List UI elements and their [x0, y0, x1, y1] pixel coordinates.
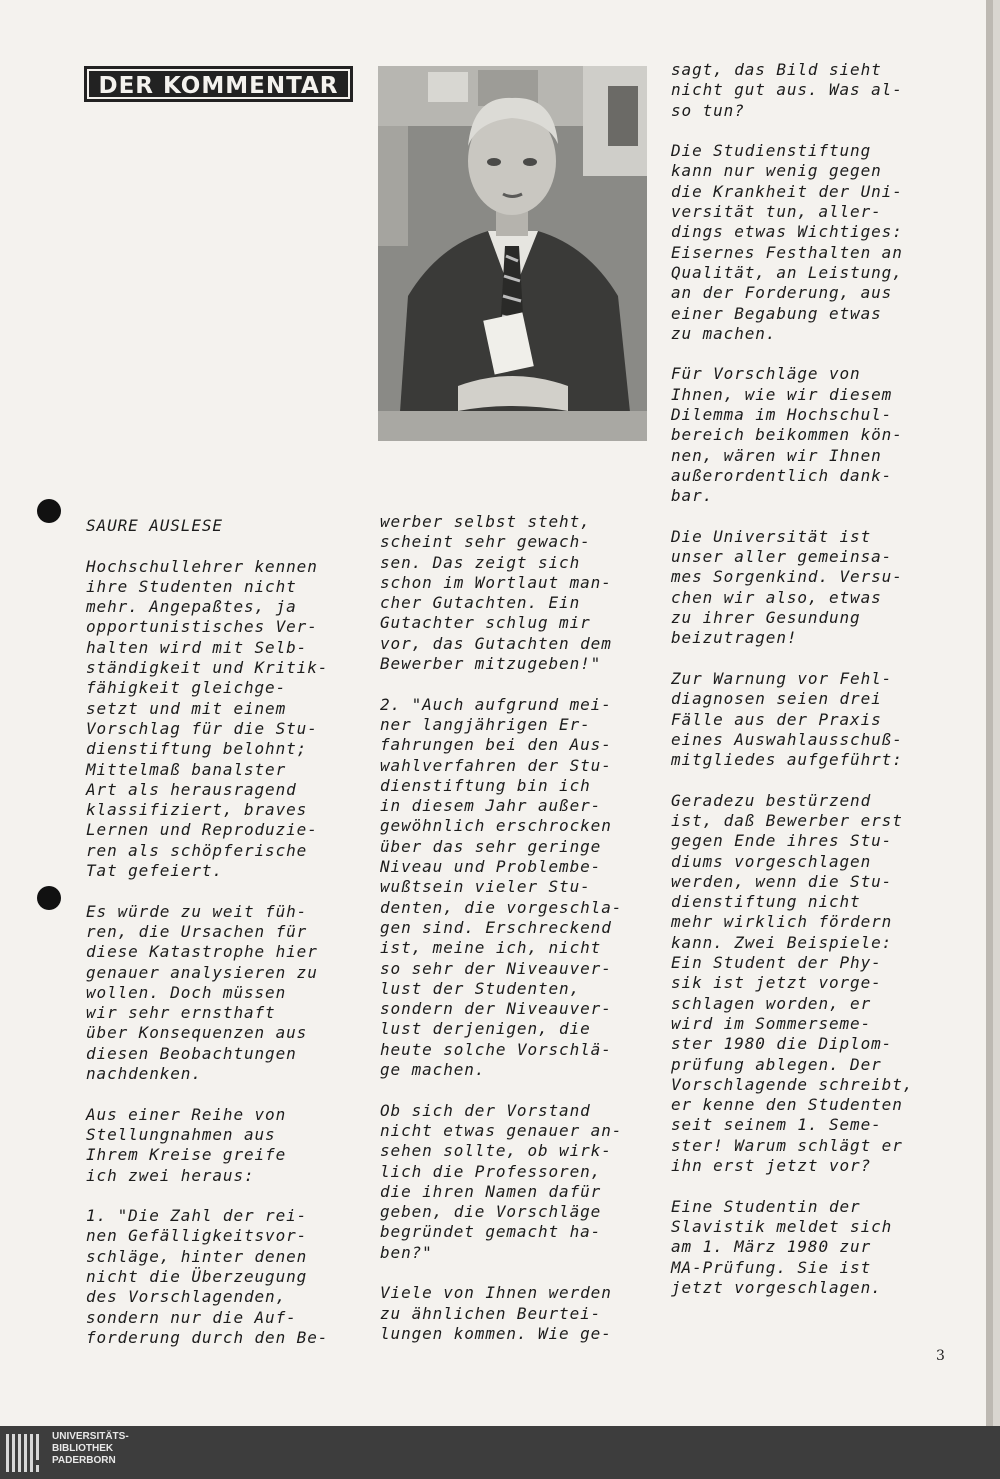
paragraph: werber selbst steht, scheint sehr gewach- sen. Das zeigt sich schon im Wortlaut man- cher Gutachten. Ein Gutachter schlug mir vor, das Gutachten dem Bewerber mitzugeben!": [380, 512, 612, 674]
punch-hole: [37, 886, 61, 910]
paragraph: Aus einer Reihe von Stellungnahmen aus Ihrem Kreise greife ich zwei heraus:: [86, 1104, 287, 1185]
library-name: [52, 1431, 129, 1467]
library-name-line: UNIVERSITÄTS-: [52, 1431, 129, 1442]
paragraph: Für Vorschläge von Ihnen, wie wir diesem Dilemma im Hochschul- bereich beikommen kön- nen, wären wir Ihnen außerordentlich dank- bar.: [671, 364, 903, 506]
paragraph: Ob sich der Vorstand nicht etwas genauer an- sehen sollte, ob wirk- lich die Professoren, die ihren Namen dafür geben, die Vorschläge begründet gemacht ha- ben?": [380, 1100, 623, 1262]
page-edge: [986, 0, 993, 1426]
column-3: [671, 60, 961, 1318]
column-2: [380, 512, 660, 1364]
paragraph: Eine Studentin der Slavistik meldet sich am 1. März 1980 zur MA-Prüfung. Sie ist jetzt vorgeschlagen.: [671, 1196, 893, 1297]
paragraph: Zur Warnung vor Fehl- diagnosen seien drei Fälle aus der Praxis eines Auswahlausschuß- mitgliedes aufgeführt:: [671, 668, 903, 770]
paragraph: Viele von Ihnen werden zu ähnlichen Beurtei- lungen kommen. Wie ge-: [380, 1283, 612, 1343]
punch-hole: [37, 499, 61, 523]
section-heading: DER KOMMENTAR: [84, 66, 353, 102]
paragraph: Die Universität ist unser aller gemeinsa- mes Sorgenkind. Versu- chen wir also, etwas zu ihrer Gesundung beizutragen!: [671, 526, 903, 648]
paragraph: sagt, das Bild sieht nicht gut aus. Was al- so tun?: [671, 60, 903, 120]
paragraph: 2. "Auch aufgrund mei- ner langjährigen Er- fahrungen bei den Aus- wahlverfahren der Stu- dienstiftung bin ich in diesem Jahr außer- gewöhnlich erschrocken über das sehr geringe Niveau und Problembe- wußtsein vieler Stu- denten, die vorgeschla- gen sind. Erschreckend ist, meine ich, nicht so sehr der Niveauver- lust der Studenten, sondern der Niveauver- lust derjenigen, die heute solche Vorschlä- ge machen.: [380, 694, 623, 1080]
library-footer: [0, 1426, 1000, 1479]
portrait-photo: [378, 66, 647, 441]
paragraph: 1. "Die Zahl der rei- nen Gefälligkeitsvor- schläge, hinter denen nicht die Überzeugung des Vorschlagenden, sondern nur die Auf- forderung durch den Be-: [86, 1206, 329, 1347]
library-name-line: PADERBORN: [52, 1455, 116, 1466]
library-name-line: BIBLIOTHEK: [52, 1443, 114, 1454]
portrait-illustration: [378, 66, 647, 441]
column-1: [86, 516, 366, 1368]
paragraph: Es würde zu weit füh- ren, die Ursachen für diese Katastrophe hier genauer analysieren zu wollen. Doch müssen wir sehr ernsthaft über Konsequenzen aus diesen Beobachtungen nachdenken.: [86, 901, 318, 1084]
subheading: SAURE AUSLESE: [86, 516, 223, 535]
paragraph: Hochschullehrer kennen ihre Studenten nicht mehr. Angepaßtes, ja opportunistisches Ver- halten wird mit Selb- ständigkeit und Kritik- fähigkeit gleichge- setzt und mit einem Vorschlag für die Stu- dienstiftung belohnt; Mittelmaß banalster Art als herausragend klassifiziert, braves Lernen und Reproduzie- ren als schöpferische Tat gefeiert.: [86, 556, 329, 881]
paragraph: Die Studienstiftung kann nur wenig gegen die Krankheit der Uni- versität tun, aller- dings etwas Wichtiges: Eisernes Festhalten an Qualität, an Leistung, an der Forderung, aus einer Begabung etwas zu machen.: [671, 141, 903, 343]
page-number: 3: [936, 1348, 945, 1364]
paragraph: Geradezu bestürzend ist, daß Bewerber erst gegen Ende ihres Stu- diums vorgeschlagen werden, wenn die Stu- dienstiftung nicht mehr wirklich fördern kann. Zwei Beispiele: Ein Student der Phy- sik ist jetzt vorge- schlagen worden, er wird im Sommerseme- ster 1980 die Diplom- prüfung ablegen. Der Vorschlagende schreibt, er kenne den Studenten seit seinem 1. Seme- ster! Warum schlägt er ihn erst jetzt vor?: [671, 790, 914, 1176]
